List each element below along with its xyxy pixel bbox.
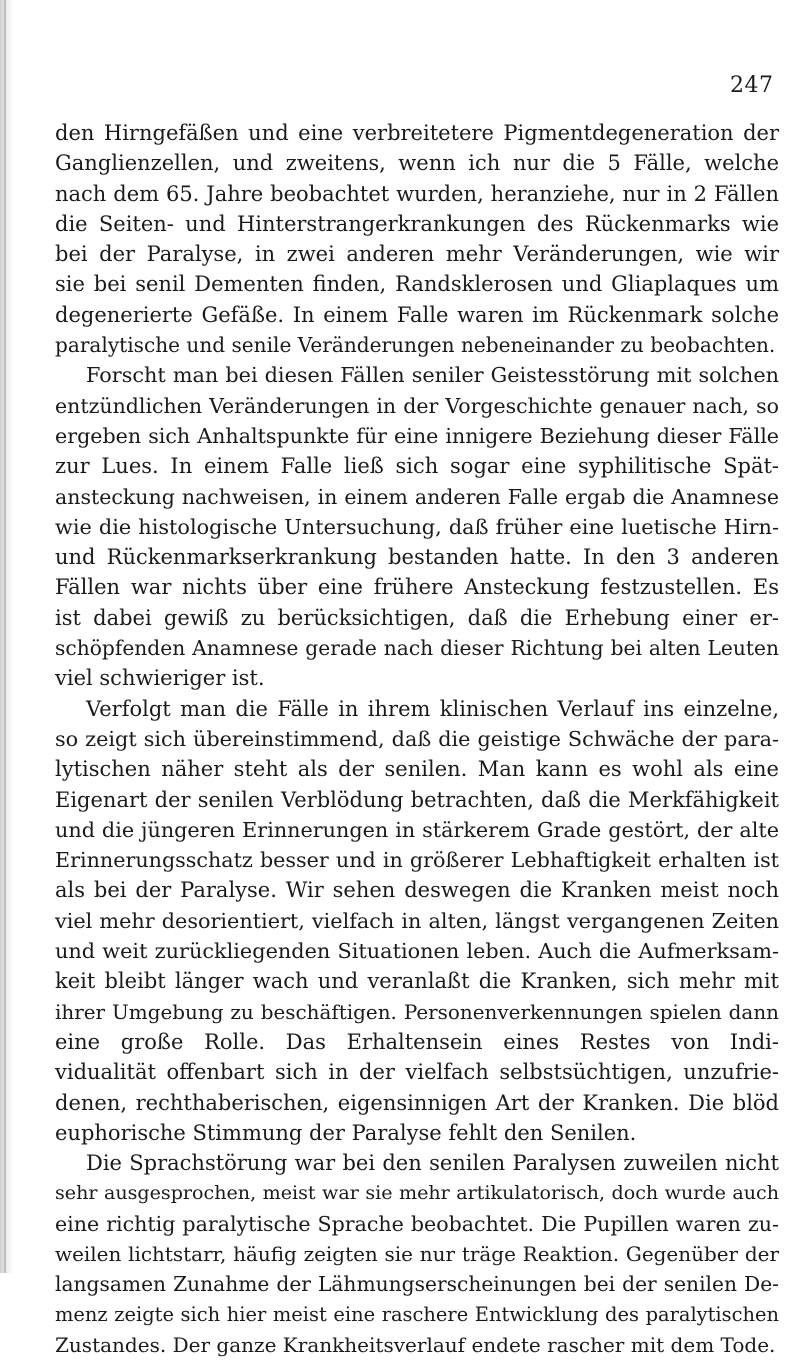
text-line: menz zeigte sich hier meist eine raschere Entwicklung des paralytischen (55, 1302, 779, 1326)
text-line: Eigenart der senilen Verblödung betrachten, daß die Merkfähigkeit (55, 787, 779, 812)
text-line: bei der Paralyse, in zwei anderen mehr Veränderungen, wie wir (55, 242, 779, 267)
text-line: und die jüngeren Erinnerungen in stärkerem Grade gestört, der alte (55, 817, 779, 842)
text-line: und weit zurückliegenden Situationen leben. Auch die Aufmerksam- (55, 939, 779, 964)
text-line: Forscht man bei diesen Fällen seniler Geistesstörung mit solchen (86, 363, 779, 388)
text-line: eine große Rolle. Das Erhaltensein eines Restes von Indi- (55, 1029, 779, 1054)
text-line: viel schwieriger ist. (55, 666, 265, 691)
text-line: und Rückenmarkserkrankung bestanden hatte. In den 3 anderen (55, 545, 779, 570)
text-line: entzündlichen Veränderungen in der Vorgeschichte genauer nach, so (55, 393, 779, 418)
text-line: Erinnerungsschatz besser und in größerer Lebhaftigkeit erhalten ist (55, 848, 779, 873)
text-line: vidualität offenbart sich in der vielfach selbstsüchtigen, unzufrie- (55, 1060, 779, 1085)
body-text (55, 118, 779, 1360)
text-line: wie die histologische Untersuchung, daß früher eine luetische Hirn- (55, 514, 779, 539)
text-line: zur Lues. In einem Falle ließ sich sogar eine syphilitische Spät- (55, 454, 779, 479)
text-line: den Hirngefäßen und eine verbreitetere Pigmentdegeneration der (55, 121, 779, 145)
text-line: weilen lichtstarr, häufig zeigten sie nur träge Reaktion. Gegenüber der (55, 1241, 779, 1266)
text-line: ergeben sich Anhaltspunkte für eine innigere Beziehung dieser Fälle (55, 423, 779, 448)
text-line: sie bei senil Dementen finden, Randsklerosen und Gliaplaques um (55, 272, 779, 297)
page-number: 247 (730, 73, 774, 98)
text-line: ihrer Umgebung zu beschäftigen. Personenverkennungen spielen dann (55, 999, 779, 1024)
text-line: degenerierte Gefäße. In einem Falle waren im Rückenmark solche (55, 302, 779, 327)
text-line: Zustandes. Der ganze Krankheitsverlauf endete rascher mit dem Tode. (55, 1332, 776, 1357)
text-line: Verfolgt man die Fälle in ihrem klinischen Verlauf ins einzelne, (86, 696, 779, 721)
page-binding-edge (0, 0, 14, 1273)
text-line: ist dabei gewiß zu berücksichtigen, daß die Erhebung einer er- (55, 605, 779, 630)
text-line: Fällen war nichts über eine frühere Ansteckung festzustellen. Es (55, 575, 779, 600)
text-line: keit bleibt länger wach und veranlaßt die Kranken, sich mehr mit (55, 969, 779, 994)
text-line: die Seiten- und Hinterstrangerkrankungen des Rückenmarks wie (55, 211, 779, 236)
text-line: schöpfenden Anamnese gerade nach dieser Richtung bei alten Leuten (55, 636, 779, 661)
text-line: Ganglienzellen, und zweitens, wenn ich nur die 5 Fälle, welche (55, 151, 779, 176)
text-line: langsamen Zunahme der Lähmungserscheinungen bei der senilen De- (55, 1272, 779, 1297)
text-line: als bei der Paralyse. Wir sehen deswegen die Kranken meist noch (55, 878, 779, 903)
text-line: so zeigt sich übereinstimmend, daß die geistige Schwäche der para- (55, 726, 779, 751)
text-line: ansteckung nachweisen, in einem anderen Falle ergab die Anamnese (55, 484, 779, 509)
text-line: viel mehr desorientiert, vielfach in alten, längst vergangenen Zeiten (55, 908, 779, 933)
text-line: eine richtig paralytische Sprache beobachtet. Die Pupillen waren zu- (55, 1211, 779, 1236)
text-line: nach dem 65. Jahre beobachtet wurden, heranziehe, nur in 2 Fällen (55, 181, 779, 206)
text-line: euphorische Stimmung der Paralyse fehlt den Senilen. (55, 1120, 637, 1145)
text-line: Die Sprachstörung war bei den senilen Paralysen zuweilen nicht (86, 1151, 779, 1176)
text-line: denen, rechthaberischen, eigensinnigen Art der Kranken. Die blöd (55, 1090, 779, 1115)
text-line: sehr ausgesprochen, meist war sie mehr artikulatorisch, doch wurde auch (55, 1182, 779, 1205)
page-binding-line (4, 0, 6, 1273)
text-line: paralytische und senile Veränderungen nebeneinander zu beobachten. (55, 333, 776, 358)
text-line: lytischen näher steht als der senilen. Man kann es wohl als eine (55, 757, 779, 782)
